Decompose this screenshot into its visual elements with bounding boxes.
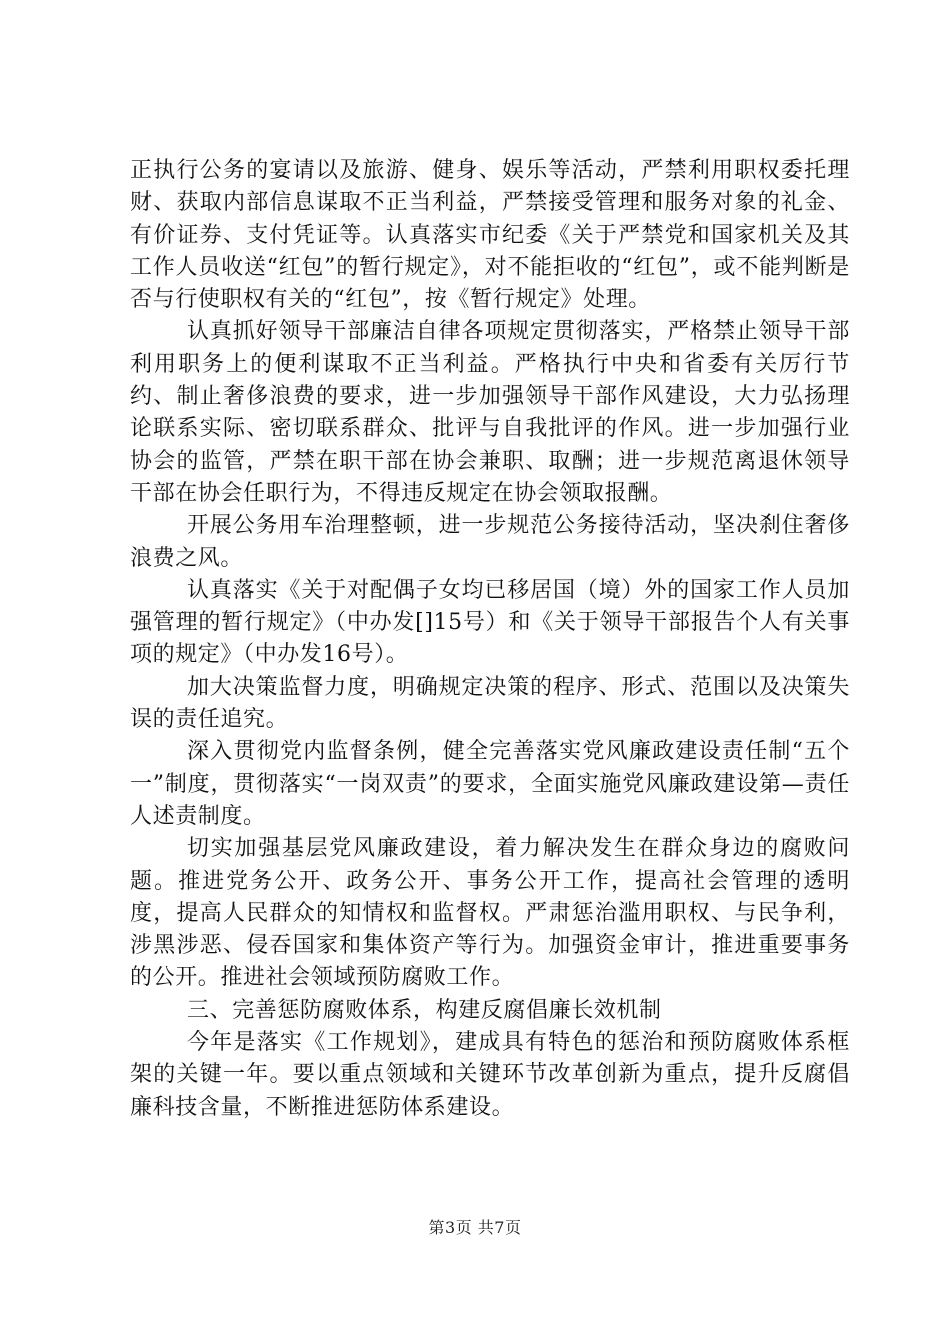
paragraph-party-supervision: 深入贯彻党内监督条例，健全完善落实党风廉政建设责任制“五个一”制度，贯彻落实“一岗双责”的要求，全面实施党风廉政建设第—责任人述责制度。 [130, 739, 850, 829]
page-number-footer: 第3页 共7页 [428, 1218, 522, 1237]
paragraph-work-plan: 今年是落实《工作规划》，建成具有特色的惩治和预防腐败体系框架的关键一年。要以重点领域和关键环节改革创新为重点，提升反腐倡廉科技含量，不断推进惩防体系建设。 [130, 1030, 850, 1120]
paragraph-grassroots: 切实加强基层党风廉政建设，着力解决发生在群众身边的腐败问题。推进党务公开、政务公开、事务公开工作，提高社会管理的透明度，提高人民群众的知情权和监督权。严肃惩治滥用职权、与民争利，涉黑涉恶、侵吞国家和集体资产等行为。加强资金审计，推进重要事务的公开。推进社会领域预防腐败工作。 [130, 836, 850, 991]
paragraph-gifts: 正执行公务的宴请以及旅游、健身、娱乐等活动，严禁利用职权委托理财、获取内部信息谋取不正当利益，严禁接受管理和服务对象的礼金、有价证券、支付凭证等。认真落实市纪委《关于严禁党和国家机关及其工作人员收送“红包”的暂行规定》，对不能拒收的“红包”，或不能判断是否与行使职权有关的“红包”，按《暂行规定》处理。 [130, 158, 850, 313]
paragraph-decision-supervision: 加大决策监督力度，明确规定决策的程序、形式、范围以及决策失误的责任追究。 [130, 674, 850, 733]
section-heading-three: 三、完善惩防腐败体系，构建反腐倡廉长效机制 [187, 997, 662, 1023]
paragraph-official-vehicles: 开展公务用车治理整顿，进一步规范公务接待活动，坚决刹住奢侈浪费之风。 [130, 513, 850, 571]
paragraph-self-discipline: 认真抓好领导干部廉洁自律各项规定贯彻落实，严格禁止领导干部利用职务上的便利谋取不正当利益。严格执行中央和省委有关厉行节约、制止奢侈浪费的要求，进一步加强领导干部作风建设，大力弘扬理论联系实际、密切联系群众、批评与自我批评的作风。进一步加强行业协会的监管，严禁在职干部在协会兼职、取酬；进一步规范离退休领导干部在协会任职行为，不得违反规定在协会领取报酬。 [130, 319, 850, 506]
paragraph-overseas-family: 认真落实《关于对配偶子女均已移居国（境）外的国家工作人员加强管理的暂行规定》（中办发[]15号）和《关于领导干部报告个人有关事项的规定》（中办发16号）。 [130, 577, 850, 668]
document-body [130, 155, 850, 1124]
